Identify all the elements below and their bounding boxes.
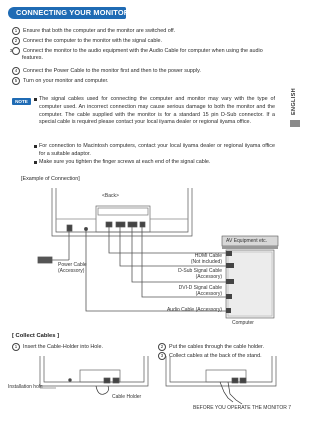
computer-label: Computer <box>232 320 254 326</box>
step-text: Turn on your monitor and computer. <box>23 78 109 84</box>
step-text: Insert the Cable-Holder into Hole. <box>23 344 104 350</box>
note-text: For connection to Macintosh computers, contact your local iiyama dealer or regional iiyama office for a suitable adaptor. <box>39 143 275 157</box>
power-cable-label-line2: (Accessory) <box>58 268 85 274</box>
step-text: Put the cables through the cable holder. <box>169 344 265 350</box>
step-number: 5 <box>12 77 20 85</box>
cable-holder-label: Cable Holder <box>112 394 142 400</box>
example-caption: [Example of Connection] <box>21 176 80 182</box>
step-text: Connect the Power Cable to the monitor first and then to the power supply. <box>23 68 201 74</box>
step-number: 1 <box>12 343 20 351</box>
note-badge: NOTE <box>12 98 31 105</box>
note-text: Make sure you tighten the finger screws at each end of the signal cable. <box>39 159 211 165</box>
dsub-label-line2: (Accessory) <box>195 274 222 280</box>
collect-cables-title: [ Collect Cables ] <box>12 333 60 339</box>
dvi-label-line1: DVI-D Signal Cable <box>178 285 222 291</box>
step-text: Connect the computer to the monitor with the signal cable. <box>23 38 163 44</box>
step-number: 4 <box>12 67 20 75</box>
hdmi-label-line1: HDMI Cable <box>194 253 222 259</box>
hdmi-label-line2: (Not included) <box>190 259 222 265</box>
step-number: 2 <box>12 37 20 45</box>
step-number: 2 <box>158 343 166 351</box>
section-title: CONNECTING YOUR MONITOR <box>16 8 130 17</box>
step-number: 3 <box>158 352 166 360</box>
language-tab-label: ENGLISH <box>291 88 297 115</box>
note-text: The signal cables used for connecting the computer and monitor may vary with the type of computer used. An incorrect connection may cause serious damage to both the monitor and the computer. The cable supplied with the monitor is for a standard 15 pin D-Sub connector. If a special cable is required please contact your local iiyama dealer or regional iiyama office. <box>39 96 275 126</box>
power-cable-label-line1: Power Cable <box>58 262 87 268</box>
step-text: Connect the monitor to the audio equipment with the Audio Cable for computer when using the audio features. <box>22 48 263 61</box>
step-number: 1 <box>12 27 20 35</box>
dsub-label-line1: D-Sub Signal Cable <box>178 268 222 274</box>
dvi-label-line2: (Accessory) <box>195 291 222 297</box>
installation-hole-label: Installation hole <box>8 384 43 390</box>
back-label: <Back> <box>102 193 119 199</box>
step-number: 3 <box>12 47 20 55</box>
audio-cable-label: Audio Cable (Accessory) <box>166 307 222 313</box>
step-text: Ensure that both the computer and the monitor are switched off. <box>23 28 176 34</box>
step-text: Collect cables at the back of the stand. <box>169 353 262 359</box>
av-equipment-label: AV Equipment etc. <box>226 238 268 244</box>
page-footer: BEFORE YOU OPERATE THE MONITOR 7 <box>193 405 291 411</box>
